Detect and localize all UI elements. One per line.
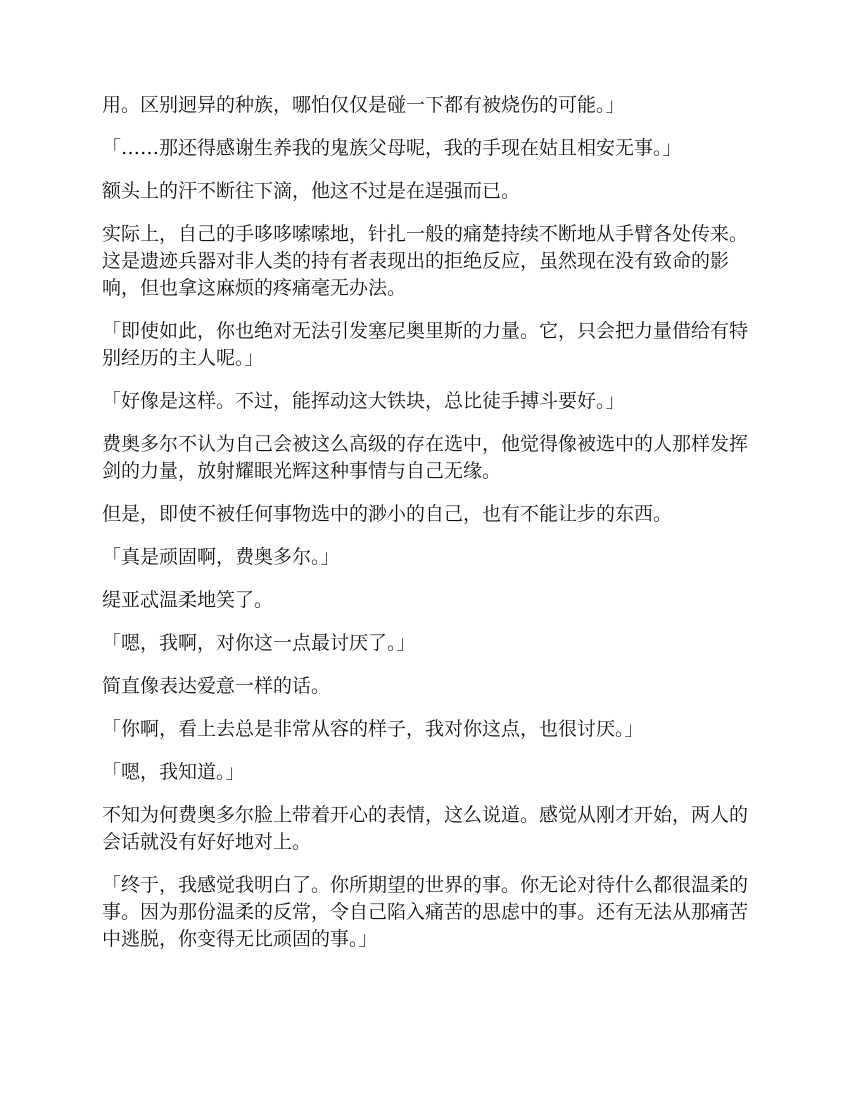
paragraph-2: 「……那还得感谢生养我的鬼族父母呢，我的手现在姑且相安无事。」 (102, 137, 682, 159)
paragraph-9: 「真是顽固啊，费奥多尔。」 (102, 546, 340, 568)
body-text (102, 92, 752, 969)
paragraph-14: 「嗯，我知道。」 (102, 761, 245, 783)
paragraph-4: 实际上，自己的手哆哆嗦嗦地，针扎一般的痛楚持续不断地从手臂各处传来。这是遗迹兵器对非人类的持有者表现出的拒绝反应，虽然现在没有致命的影响，但也拿这麻烦的疼痛毫无办法。 (102, 223, 749, 299)
paragraph-7: 费奥多尔不认为自己会被这么高级的存在选中，他觉得像被选中的人那样发挥剑的力量，放射耀眼光辉这种事情与自己无缘。 (102, 433, 749, 482)
paragraph-5: 「即使如此，你也绝对无法引发塞尼奥里斯的力量。它，只会把力量借给有特别经历的主人呢。」 (102, 320, 749, 369)
paragraph-12: 简直像表达爱意一样的话。 (102, 675, 331, 697)
paragraph-1: 用。区别迥异的种族，哪怕仅仅是碰一下都有被烧伤的可能。」 (102, 94, 625, 116)
paragraph-10: 缇亚忒温柔地笑了。 (102, 589, 274, 611)
paragraph-3: 额头上的汗不断往下滴，他这不过是在逞强而已。 (102, 180, 521, 202)
paragraph-11: 「嗯，我啊，对你这一点最讨厌了。」 (102, 632, 416, 654)
paragraph-15: 不知为何费奥多尔脸上带着开心的表情，这么说道。感觉从刚才开始，两人的会话就没有好好地对上。 (102, 804, 749, 853)
paragraph-16: 「终于，我感觉我明白了。你所期望的世界的事。你无论对待什么都很温柔的事。因为那份温柔的反常，令自己陷入痛苦的思虑中的事。还有无法从那痛苦中逃脱，你变得无比顽固的事。」 (102, 874, 749, 950)
paragraph-6: 「好像是这样。不过，能挥动这大铁块，总比徒手搏斗要好。」 (102, 390, 625, 412)
paragraph-8: 但是，即使不被任何事物选中的渺小的自己，也有不能让步的东西。 (102, 503, 673, 525)
paragraph-13: 「你啊，看上去总是非常从容的样子，我对你这点，也很讨厌。」 (102, 718, 644, 740)
